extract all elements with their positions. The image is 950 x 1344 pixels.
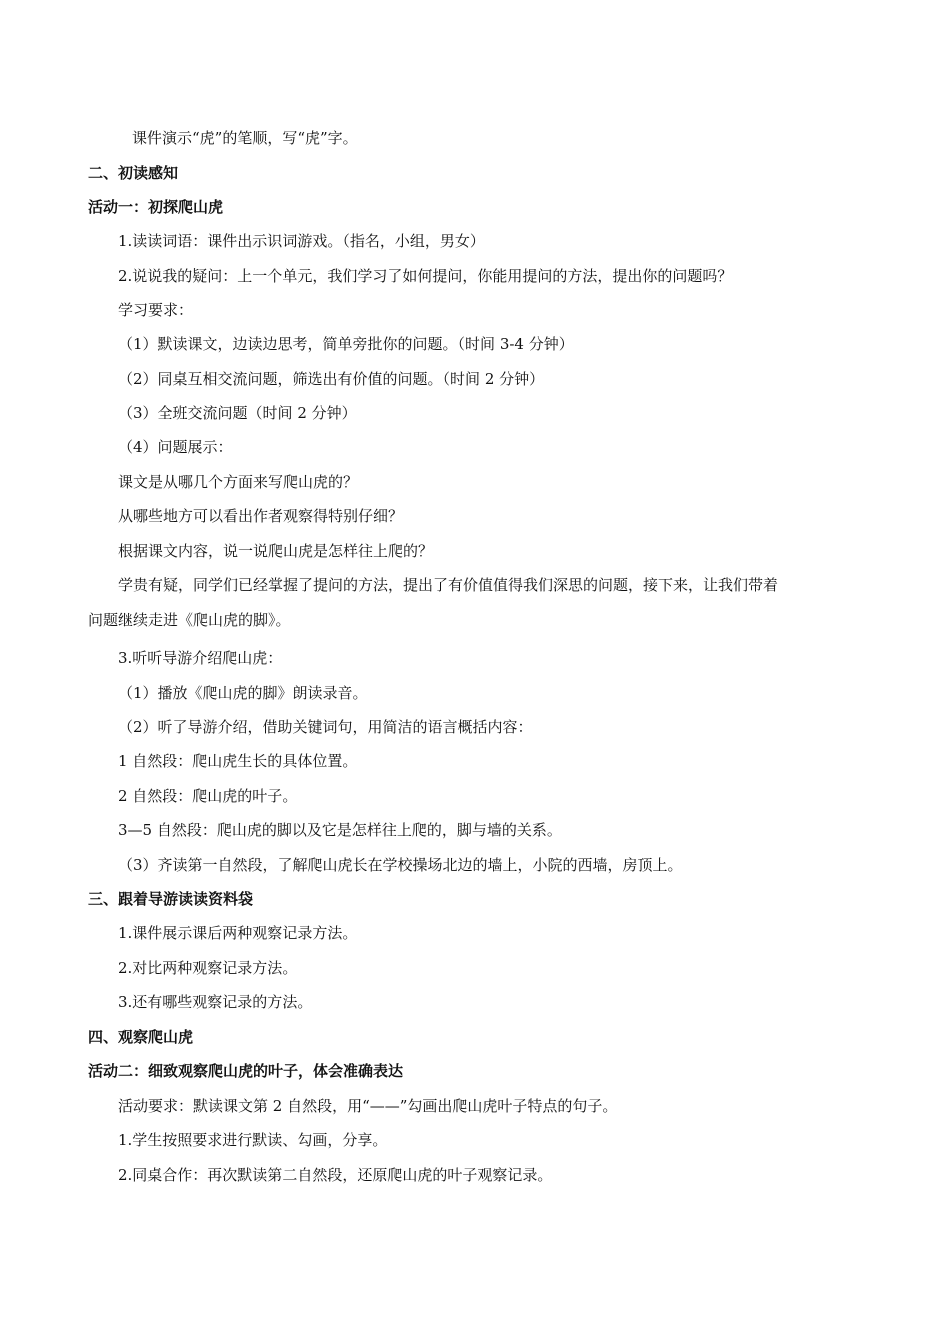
text-line: 从哪些地方可以看出作者观察得特别仔细？ (118, 507, 404, 525)
text-line: 3.听听导游介绍爬山虎： (118, 649, 283, 667)
text-line: 1.学生按照要求进行默读、勾画，分享。 (118, 1131, 388, 1149)
text-line: （2）同桌互相交流问题，筛选出有价值的问题。（时间 2 分钟） (118, 370, 545, 388)
text-line: 活动要求：默读课文第 2 自然段，用“——”勾画出爬山虎叶子特点的句子。 (118, 1097, 618, 1115)
activity-heading: 活动二：细致观察爬山虎的叶子，体会准确表达 (88, 1062, 404, 1080)
text-line: （1）默读课文，边读边思考，简单旁批你的问题。（时间 3-4 分钟） (118, 335, 574, 353)
section-heading: 二、初读感知 (88, 164, 179, 182)
text-line: 1.读读词语：课件出示识词游戏。（指名，小组，男女） (118, 232, 485, 250)
section-heading: 四、观察爬山虎 (88, 1028, 194, 1046)
text-line: 课件演示“虎”的笔顺，写“虎”字。 (132, 129, 358, 147)
text-line: （1）播放《爬山虎的脚》朗读录音。 (118, 684, 368, 702)
text-line: 学习要求： (118, 301, 194, 319)
text-line: 2.对比两种观察记录方法。 (118, 959, 298, 977)
text-line: 2 自然段：爬山虎的叶子。 (118, 787, 298, 805)
text-line: （2）听了导游介绍，借助关键词句，用简洁的语言概括内容： (118, 718, 533, 736)
text-line: 根据课文内容，说一说爬山虎是怎样往上爬的？ (118, 542, 434, 560)
text-line: 课文是从哪几个方面来写爬山虎的？ (118, 473, 359, 491)
text-line: 1 自然段：爬山虎生长的具体位置。 (118, 752, 358, 770)
text-line: （4）问题展示： (118, 438, 233, 456)
text-line: 2.说说我的疑问：上一个单元，我们学习了如何提问，你能用提问的方法，提出你的问题吗？ (118, 267, 733, 285)
text-line: 学贵有疑，同学们已经掌握了提问的方法，提出了有价值值得我们深思的问题，接下来，让我们带着 (118, 576, 779, 594)
text-line: 问题继续走进《爬山虎的脚》。 (88, 611, 291, 629)
text-line: 1.课件展示课后两种观察记录方法。 (118, 924, 358, 942)
activity-heading: 活动一：初探爬山虎 (88, 198, 224, 216)
text-line: 3.还有哪些观察记录的方法。 (118, 993, 313, 1011)
section-heading: 三、跟着导游读读资料袋 (88, 890, 254, 908)
text-line: 3—5 自然段：爬山虎的脚以及它是怎样往上爬的，脚与墙的关系。 (118, 821, 562, 839)
text-line: （3）全班交流问题（时间 2 分钟） (118, 404, 357, 422)
text-line: 2.同桌合作：再次默读第二自然段，还原爬山虎的叶子观察记录。 (118, 1166, 553, 1184)
text-line: （3）齐读第一自然段，了解爬山虎长在学校操场北边的墙上，小院的西墙，房顶上。 (118, 856, 683, 874)
